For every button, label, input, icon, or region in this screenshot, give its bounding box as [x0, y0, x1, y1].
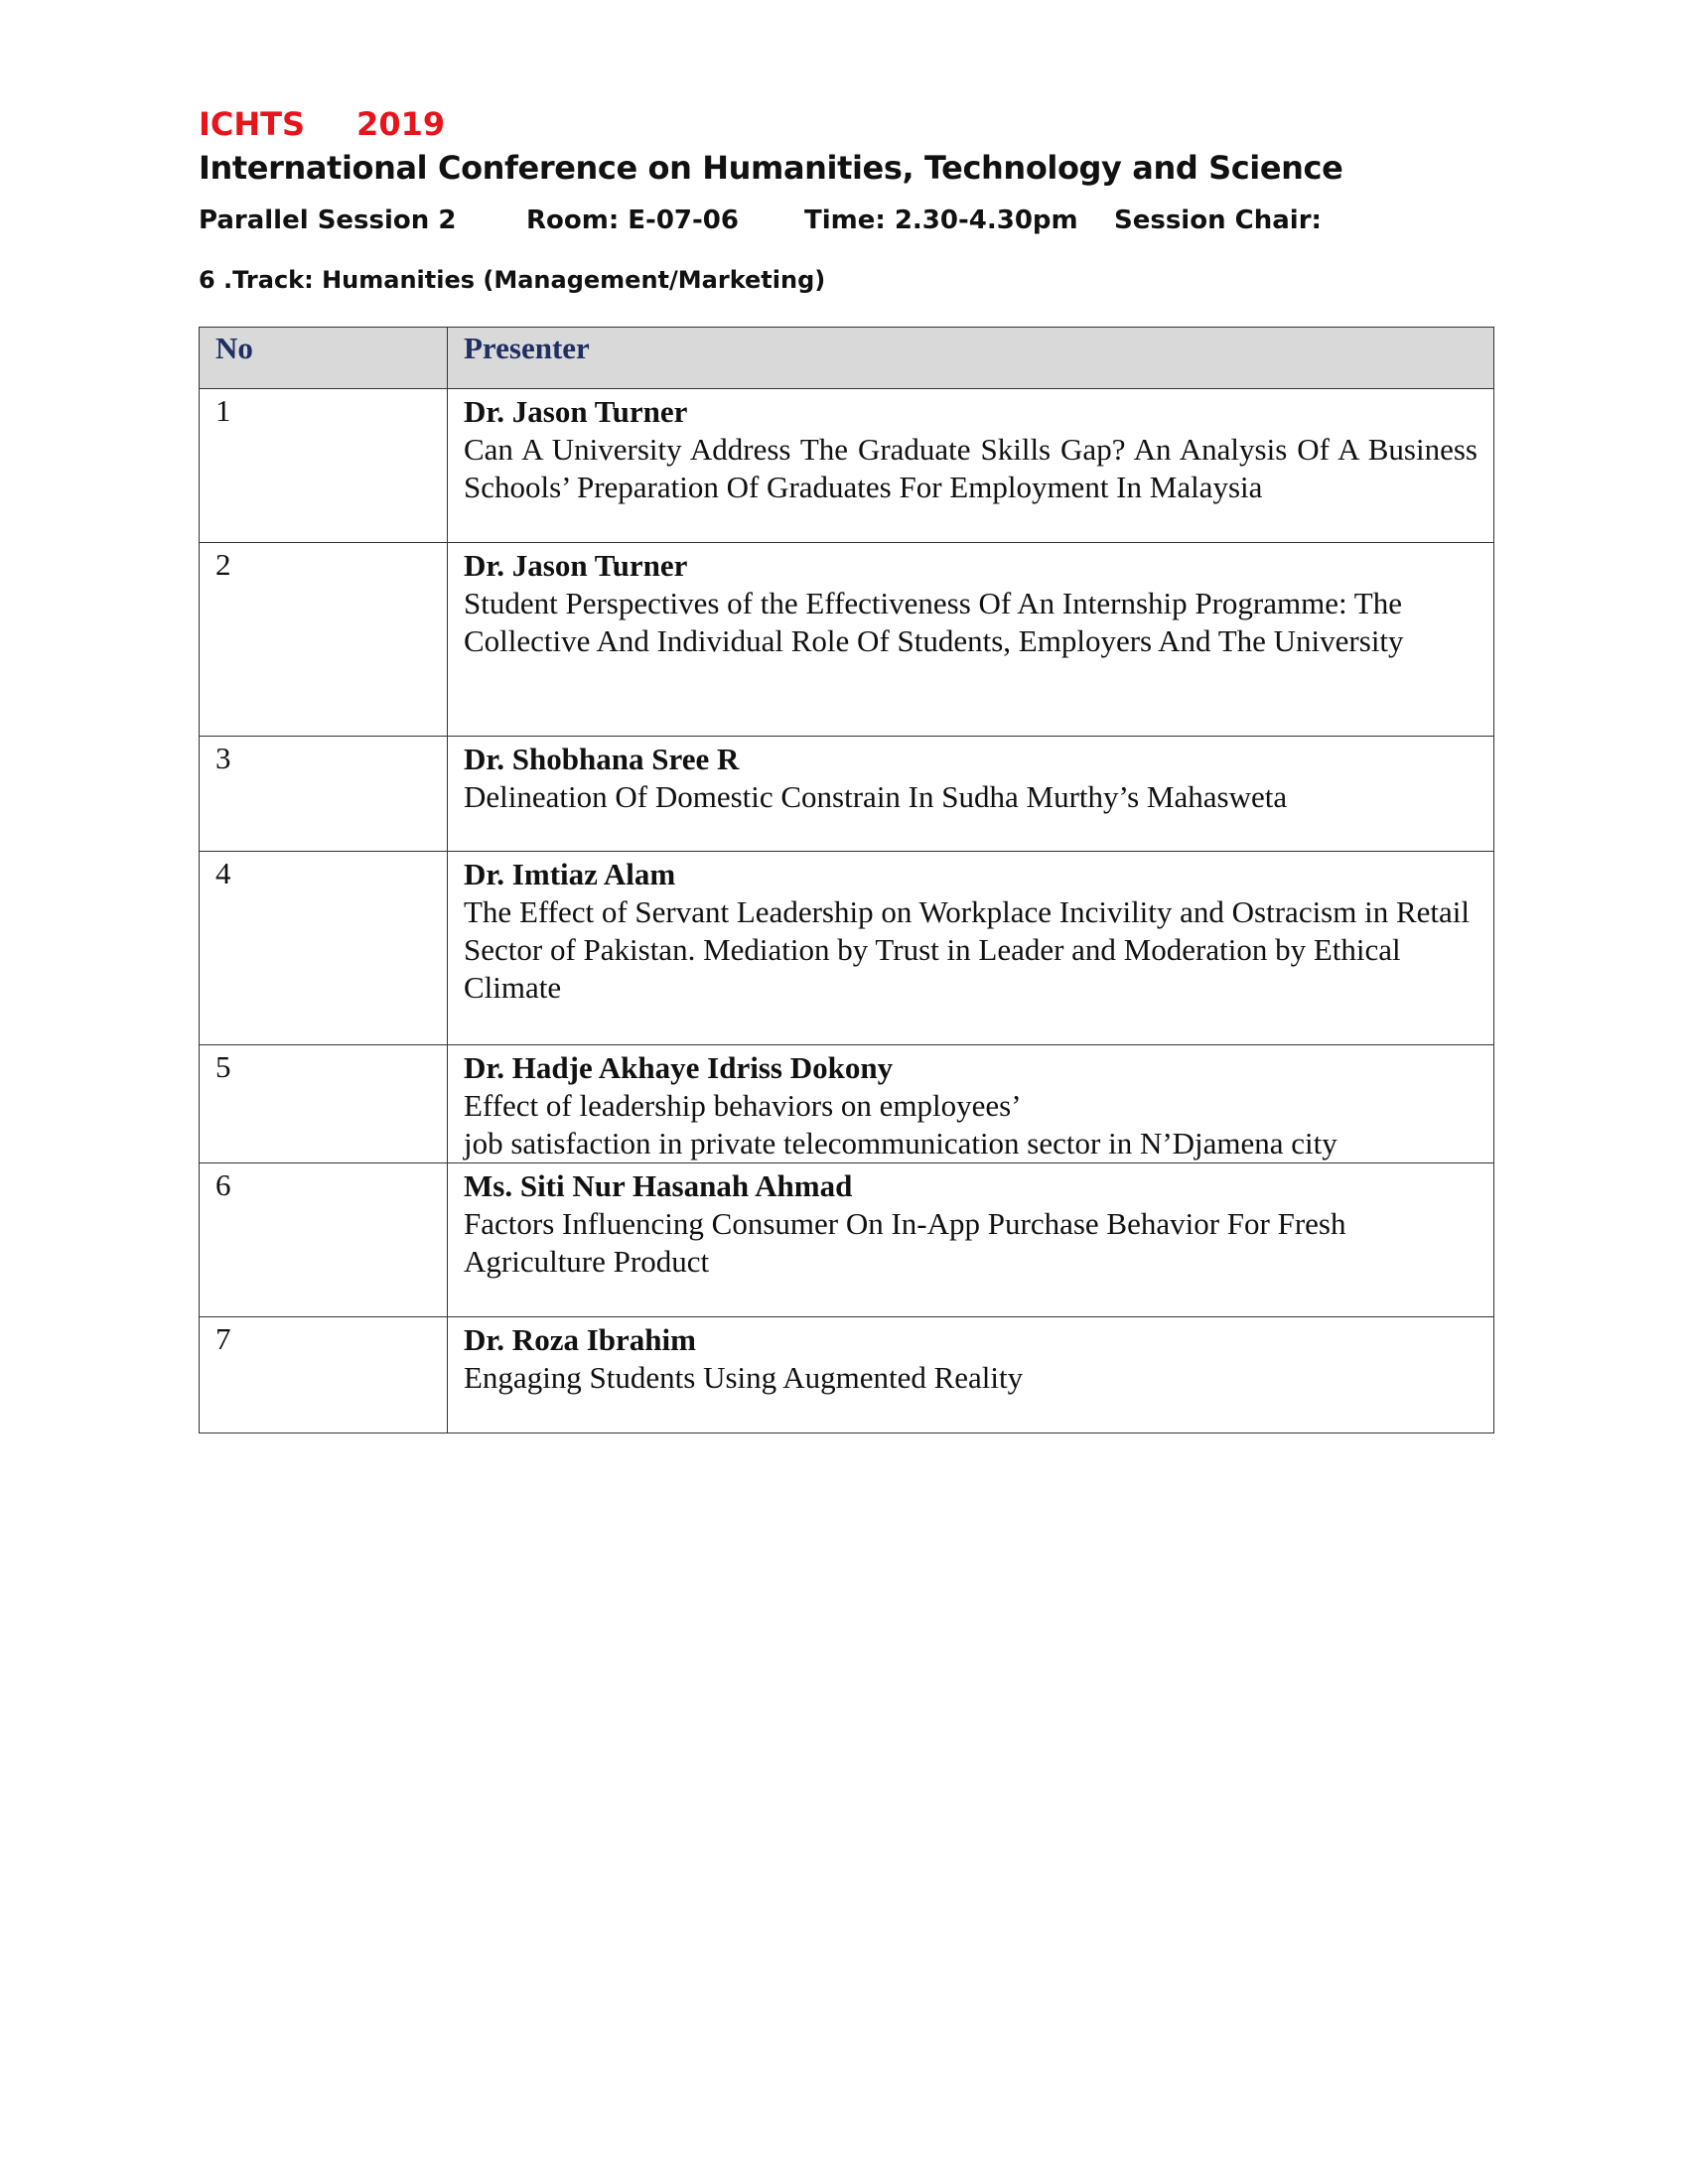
row-number: 1 — [200, 389, 448, 543]
presenter-cell — [448, 543, 1494, 737]
presenter-cell — [448, 852, 1494, 1045]
session-time: Time: 2.30-4.30pm — [804, 205, 1078, 235]
table-row — [200, 543, 1494, 737]
conference-acronym-line — [199, 101, 445, 147]
paper-title-line-2: job satisfaction in private telecommunication sector in N’Djamena city — [464, 1126, 1337, 1160]
row-number: 2 — [200, 543, 448, 737]
row-number: 6 — [200, 1163, 448, 1317]
presenter-name: Dr. Jason Turner — [464, 548, 688, 583]
paper-title: Delineation Of Domestic Constrain In Sudha Murthy’s Mahasweta — [464, 779, 1288, 814]
presenter-name: Dr. Hadje Akhaye Idriss Dokony — [464, 1050, 894, 1085]
paper-title: Can A University Address The Graduate Skills Gap? An Analysis Of A Business Schools’ Preparation Of Graduates For Employment In Malaysia — [464, 432, 1477, 504]
table-row — [200, 852, 1494, 1045]
presenter-cell — [448, 1317, 1494, 1433]
row-number: 7 — [200, 1317, 448, 1433]
session-chair: Session Chair: — [1114, 205, 1322, 235]
column-header-presenter: Presenter — [448, 328, 1494, 389]
session-name: Parallel Session 2 — [199, 205, 457, 235]
paper-title-line-1: Effect of leadership behaviors on employees’ — [464, 1088, 1022, 1123]
row-number: 5 — [200, 1045, 448, 1163]
table-row — [200, 1163, 1494, 1317]
row-number: 3 — [200, 737, 448, 852]
conference-acronym: ICHTS — [199, 105, 306, 143]
track-heading: 6 .Track: Humanities (Management/Marketing) — [199, 266, 826, 294]
presenter-cell — [448, 1045, 1494, 1163]
table-header-row — [200, 328, 1494, 389]
table-row — [200, 1317, 1494, 1433]
column-header-no: No — [200, 328, 448, 389]
table-row — [200, 737, 1494, 852]
session-info-line — [199, 203, 1322, 238]
paper-title: Student Perspectives of the Effectiveness Of An Internship Programme: The Collective And Individual Role Of Students, Employers And The University — [464, 586, 1404, 658]
presenter-cell — [448, 1163, 1494, 1317]
presenter-table-container — [199, 327, 1493, 1433]
conference-title: International Conference on Humanities, Technology and Science — [199, 149, 1343, 187]
paper-title: The Effect of Servant Leadership on Workplace Incivility and Ostracism in Retail Sector of Pakistan. Mediation by Trust in Leader and Moderation by Ethical Climate — [464, 894, 1471, 1005]
paper-title: Engaging Students Using Augmented Reality — [464, 1360, 1024, 1395]
presenter-cell — [448, 737, 1494, 852]
presenter-name: Dr. Shobhana Sree R — [464, 742, 740, 776]
conference-year: 2019 — [356, 105, 446, 143]
row-number: 4 — [200, 852, 448, 1045]
table-row — [200, 1045, 1494, 1163]
presenter-name: Ms. Siti Nur Hasanah Ahmad — [464, 1168, 853, 1203]
session-room: Room: E-07-06 — [526, 205, 739, 235]
presenter-table — [199, 327, 1494, 1433]
table-row — [200, 389, 1494, 543]
presenter-name: Dr. Imtiaz Alam — [464, 857, 676, 891]
presenter-cell — [448, 389, 1494, 543]
presenter-name: Dr. Roza Ibrahim — [464, 1322, 696, 1357]
presenter-name: Dr. Jason Turner — [464, 394, 688, 429]
paper-title: Factors Influencing Consumer On In-App Purchase Behavior For Fresh Agriculture Product — [464, 1206, 1346, 1279]
